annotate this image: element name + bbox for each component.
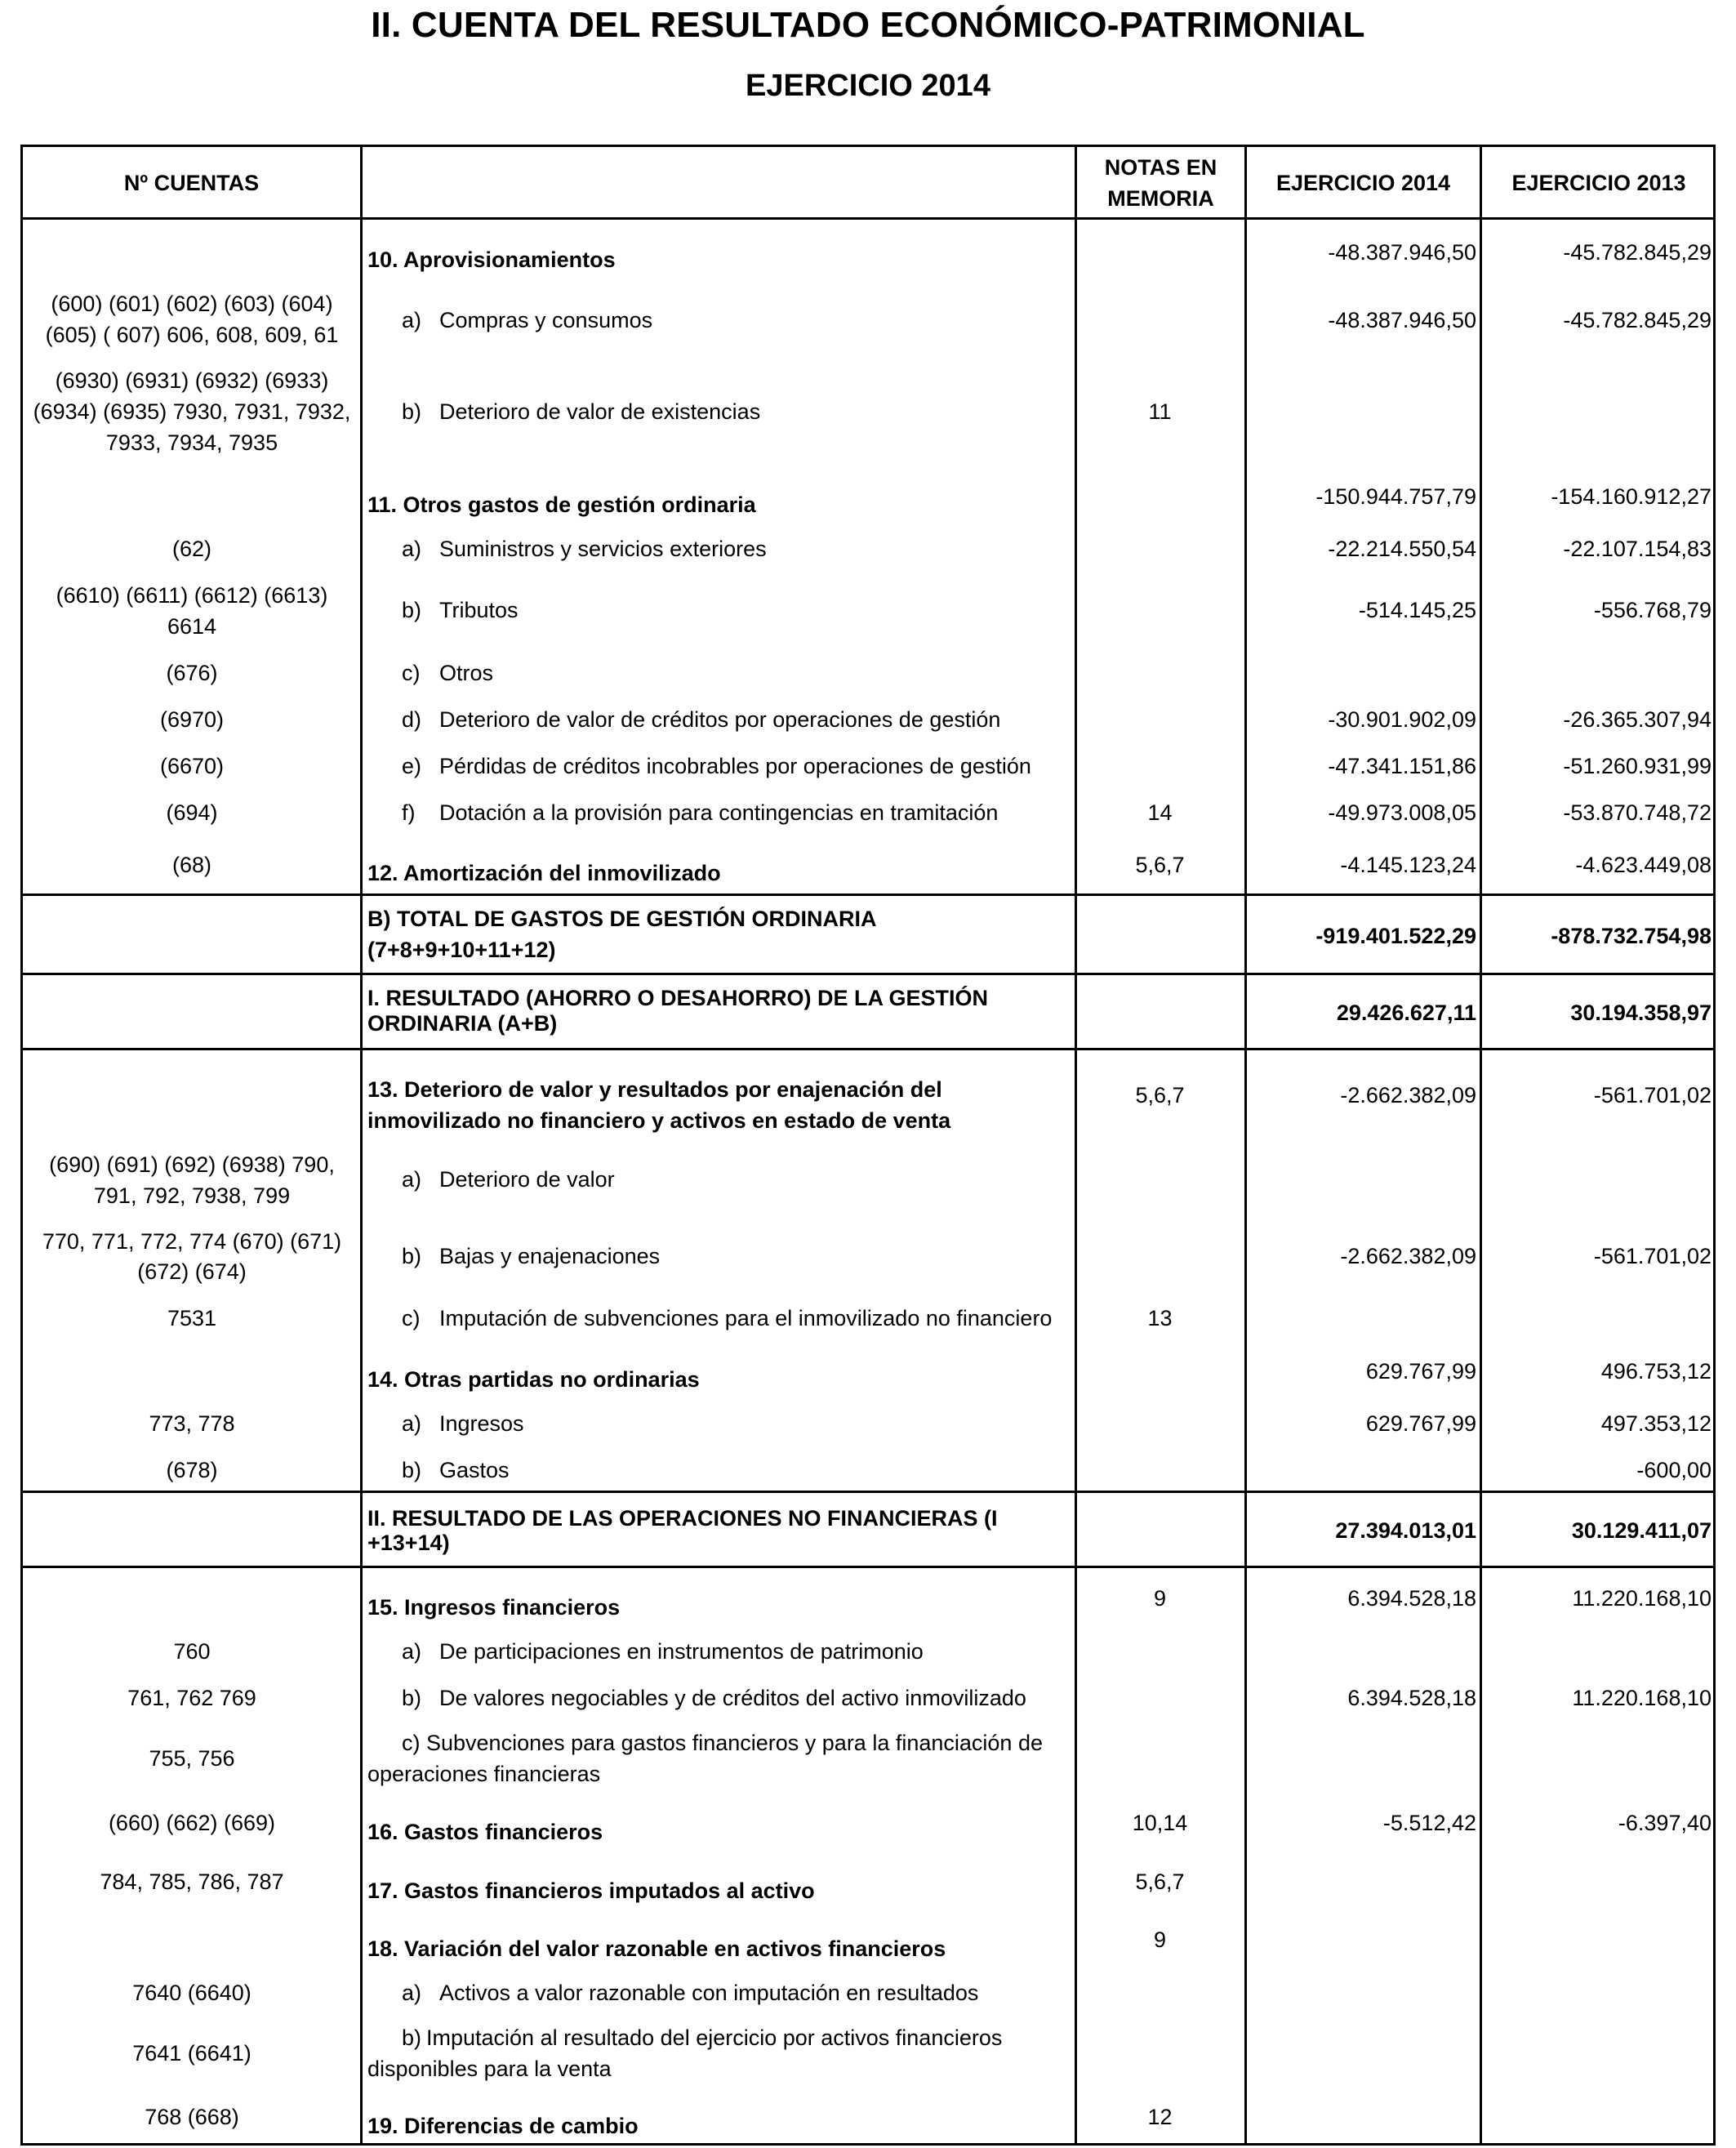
account-codes: 773, 778 — [149, 1411, 235, 1436]
value-2013: -561.701,02 — [1593, 1244, 1712, 1268]
row-label: a) Suministros y servicios exteriores — [402, 537, 767, 561]
value-2013: 11.220.168,10 — [1572, 1586, 1712, 1611]
row-label: d) Deterioro de valor de créditos por operaciones de gestión — [402, 707, 1001, 732]
row-label: b) Gastos — [402, 1458, 510, 1482]
value-2013: -6.397,40 — [1618, 1811, 1712, 1835]
value-2014: -47.341.151,86 — [1328, 754, 1476, 778]
value-2013: -22.107.154,83 — [1563, 537, 1712, 561]
col-divider — [1244, 145, 1247, 2146]
row-label: 16. Gastos financieros — [367, 1820, 603, 1844]
row-label: a) Activos a valor razonable con imputación en resultados — [402, 1981, 979, 2005]
note-ref: 13 — [1147, 1306, 1173, 1330]
header-notas-2: MEMORIA — [1107, 186, 1214, 211]
row-label: c) Otros — [402, 661, 494, 685]
note-ref: 14 — [1147, 800, 1173, 825]
result-label: I. RESULTADO (AHORRO O DESAHORRO) DE LA GESTIÓN — [367, 986, 989, 1010]
value-2013: -53.870.748,72 — [1563, 800, 1712, 825]
row-label: a) Deterioro de valor — [402, 1167, 615, 1192]
value-2013: -561.701,02 — [1593, 1083, 1712, 1107]
value-2014: -48.387.946,50 — [1328, 240, 1476, 265]
result-label: ORDINARIA (A+B) — [367, 1011, 558, 1036]
row-divider — [20, 894, 1716, 896]
result-value-2014: 27.394.013,01 — [1335, 1518, 1476, 1543]
account-codes: (6934) (6935) 7930, 7931, 7932, — [33, 399, 351, 424]
account-codes: (68) — [171, 853, 211, 877]
row-label: inmovilizado no financiero y activos en estado de venta — [367, 1108, 951, 1133]
row-label: operaciones financieras — [367, 1762, 601, 1786]
account-codes: (600) (601) (602) (603) (604) — [51, 292, 333, 316]
row-label: e) Pérdidas de créditos incobrables por operaciones de gestión — [402, 754, 1031, 778]
row-label: 18. Variación del valor razonable en activos financieros — [367, 1936, 946, 1961]
value-2014: 629.767,99 — [1365, 1411, 1476, 1436]
result-label: +13+14) — [367, 1531, 450, 1555]
row-label: 17. Gastos financieros imputados al activo — [367, 1878, 815, 1903]
total-label: (7+8+9+10+11+12) — [367, 938, 556, 962]
account-codes: 6614 — [167, 614, 217, 639]
row-label: disponibles para la venta — [367, 2057, 612, 2081]
value-2014: 629.767,99 — [1365, 1359, 1476, 1384]
value-2014: -30.901.902,09 — [1328, 707, 1476, 732]
row-label: 11. Otros gastos de gestión ordinaria — [367, 492, 756, 517]
value-2014: 6.394.528,18 — [1347, 1686, 1476, 1710]
note-ref: 10,14 — [1132, 1811, 1188, 1835]
row-divider — [20, 973, 1716, 975]
result-value-2013: 30.194.358,97 — [1570, 1000, 1712, 1025]
col-divider — [360, 145, 363, 2146]
account-codes: 7641 (6641) — [132, 2041, 251, 2066]
note-ref: 9 — [1153, 1586, 1167, 1611]
note-ref: 9 — [1153, 1927, 1167, 1952]
value-2013: -51.260.931,99 — [1563, 754, 1712, 778]
row-divider — [20, 217, 1716, 220]
total-value-2013: -878.732.754,98 — [1551, 924, 1712, 948]
value-2013: -45.782.845,29 — [1563, 308, 1712, 332]
account-codes: (660) (662) (669) — [108, 1811, 276, 1835]
page-title: II. CUENTA DEL RESULTADO ECONÓMICO-PATRIMONIAL — [371, 5, 1365, 45]
row-label: b) Imputación al resultado del ejercicio por activos financieros — [402, 2025, 1003, 2050]
result-label: II. RESULTADO DE LAS OPERACIONES NO FINANCIERAS (I — [367, 1506, 998, 1531]
row-label: b) Bajas y enajenaciones — [402, 1244, 661, 1268]
note-ref: 5,6,7 — [1135, 1869, 1185, 1894]
account-codes: 761, 762 769 — [127, 1686, 256, 1710]
value-2014: -150.944.757,79 — [1315, 484, 1476, 509]
account-codes: (694) — [166, 800, 218, 825]
account-codes: (6930) (6931) (6932) (6933) — [55, 368, 329, 393]
account-codes: 7933, 7934, 7935 — [105, 430, 278, 455]
account-codes: 770, 771, 772, 774 (670) (671) — [42, 1229, 342, 1254]
value-2013: -45.782.845,29 — [1563, 240, 1712, 265]
result-value-2014: 29.426.627,11 — [1336, 1000, 1476, 1025]
value-2014: 6.394.528,18 — [1347, 1586, 1476, 1611]
value-2014: -2.662.382,09 — [1340, 1083, 1476, 1107]
header-cuentas: Nº CUENTAS — [123, 171, 260, 195]
account-codes: (6670) — [159, 754, 225, 778]
row-label: 10. Aprovisionamientos — [367, 247, 616, 272]
value-2014: -5.512,42 — [1382, 1811, 1476, 1835]
row-label: 14. Otras partidas no ordinarias — [367, 1367, 700, 1392]
value-2013: -556.768,79 — [1593, 598, 1712, 622]
row-label: c) Subvenciones para gastos financieros y para la financiación de — [402, 1731, 1043, 1755]
row-label: b) De valores negociables y de créditos del activo inmovilizado — [402, 1686, 1026, 1710]
note-ref: 11 — [1148, 399, 1172, 424]
col-divider — [1075, 145, 1077, 2146]
row-divider — [20, 1566, 1716, 1568]
col-divider — [1480, 145, 1482, 2146]
header-ejercicio-2014: EJERCICIO 2014 — [1275, 171, 1451, 195]
total-label: B) TOTAL DE GASTOS DE GESTIÓN ORDINARIA — [367, 907, 877, 931]
row-label: b) Deterioro de valor de existencias — [402, 399, 761, 424]
row-label: a) De participaciones en instrumentos de patrimonio — [402, 1639, 924, 1664]
account-codes: 760 — [173, 1639, 211, 1664]
account-codes: (605) ( 607) 606, 608, 609, 61 — [45, 323, 339, 347]
account-codes: (690) (691) (692) (6938) 790, — [49, 1152, 335, 1177]
account-codes: 784, 785, 786, 787 — [100, 1869, 284, 1894]
value-2013: -26.365.307,94 — [1563, 707, 1712, 732]
account-codes: (6970) — [159, 707, 225, 732]
row-label: a) Compras y consumos — [402, 308, 653, 332]
value-2014: -22.214.550,54 — [1328, 537, 1476, 561]
row-label: f) Dotación a la provisión para contingencias en tramitación — [402, 800, 999, 825]
value-2014: -48.387.946,50 — [1328, 308, 1476, 332]
value-2014: -49.973.008,05 — [1328, 800, 1476, 825]
value-2014: -514.145,25 — [1358, 598, 1476, 622]
row-label: b) Tributos — [402, 598, 519, 622]
row-label: 12. Amortización del inmovilizado — [367, 861, 721, 885]
value-2014: -2.662.382,09 — [1340, 1244, 1476, 1268]
note-ref: 5,6,7 — [1135, 853, 1185, 877]
value-2014: -4.145.123,24 — [1340, 853, 1476, 877]
row-divider — [20, 1491, 1716, 1493]
header-ejercicio-2013: EJERCICIO 2013 — [1511, 171, 1686, 195]
page-subtitle: EJERCICIO 2014 — [746, 69, 990, 103]
account-codes: (676) — [166, 661, 218, 685]
row-label: c) Imputación de subvenciones para el inmovilizado no financiero — [402, 1306, 1053, 1330]
account-codes: (672) (674) — [137, 1259, 247, 1284]
row-label: 19. Diferencias de cambio — [367, 2114, 639, 2138]
row-divider — [20, 1048, 1716, 1050]
value-2013: 497.353,12 — [1600, 1411, 1712, 1436]
account-codes: 7531 — [167, 1306, 217, 1330]
account-codes: 7640 (6640) — [132, 1981, 251, 2005]
value-2013: -4.623.449,08 — [1575, 853, 1712, 877]
account-codes: 768 (668) — [145, 2105, 239, 2129]
account-codes: (678) — [166, 1458, 218, 1482]
result-value-2013: 30.129.411,07 — [1571, 1518, 1712, 1543]
value-2013: 496.753,12 — [1600, 1359, 1712, 1384]
account-codes: 755, 756 — [149, 1746, 235, 1771]
note-ref: 5,6,7 — [1135, 1083, 1185, 1107]
value-2013: 11.220.168,10 — [1572, 1686, 1712, 1710]
account-codes: (6610) (6611) (6612) (6613) — [56, 583, 328, 608]
account-codes: 791, 792, 7938, 799 — [93, 1183, 291, 1208]
account-codes: (62) — [171, 537, 211, 561]
total-value-2014: -919.401.522,29 — [1315, 924, 1476, 948]
row-label: 13. Deterioro de valor y resultados por enajenación del — [367, 1077, 942, 1102]
note-ref: 12 — [1147, 2105, 1173, 2129]
row-label: a) Ingresos — [402, 1411, 524, 1436]
row-label: 15. Ingresos financieros — [367, 1595, 621, 1620]
header-notas-1: NOTAS EN — [1104, 155, 1217, 180]
value-2013: -154.160.912,27 — [1551, 484, 1712, 509]
value-2013: -600,00 — [1636, 1458, 1712, 1482]
